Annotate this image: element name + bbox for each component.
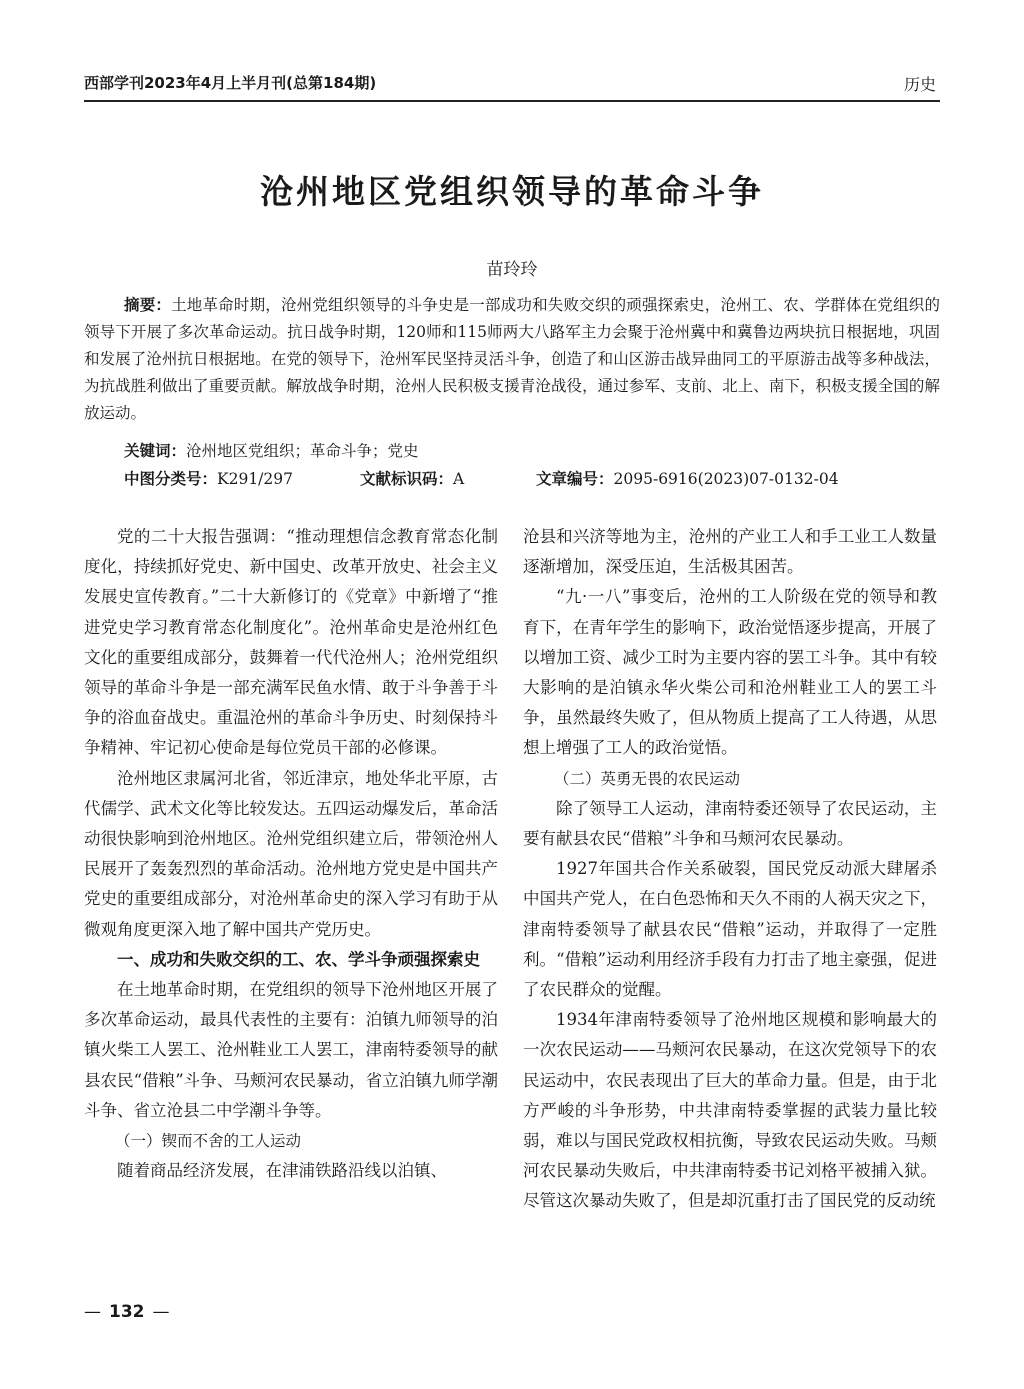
abstract — [84, 292, 940, 427]
clc-value: K291/297 — [217, 470, 293, 488]
article-label: 文章编号： — [536, 470, 614, 488]
article-title: 沧州地区党组织领导的革命斗争 — [260, 172, 764, 211]
paragraph: 在土地革命时期，在党组织的领导下沧州地区开展了多次革命运动，最具代表性的主要有：泊镇九师领导的泊镇火柴工人罢工、沧州鞋业工人罢工，津南特委领导的献县农民“借粮”斗争、马颊河农民暴动，省立泊镇九师学潮斗争、省立沧县二中学潮斗争等。 — [84, 980, 498, 1120]
paragraph: “九·一八”事变后，沧州的工人阶级在党的领导和教育下，在青年学生的影响下，政治觉悟逐步提高，开展了以增加工资、减少工时为主要内容的罢工斗争。其中有较大影响的是泊镇永华火柴公司和沧州鞋业工人的罢工斗争，虽然最终失败了，但从物质上提高了工人待遇，从思想上增强了工人的政治觉悟。 — [523, 587, 937, 758]
subsection-heading: （二）英勇无畏的农民运动 — [554, 769, 741, 788]
journal-info: 西部学刊2023年4月上半月刊(总第184期) — [84, 74, 377, 92]
page-number-value: 132 — [109, 1302, 145, 1322]
doc-value: A — [453, 470, 465, 488]
article-number — [536, 466, 839, 493]
clc-number — [124, 466, 293, 493]
classification-row — [124, 466, 940, 493]
abstract-text: 土地革命时期，沧州党组织领导的斗争史是一部成功和失败交织的顽强探索史，沧州工、农、学群体在党组织的领导下开展了多次革命运动。抗日战争时期，120师和115师两大八路军主力会聚于沧州冀中和冀鲁边两块抗日根据地，巩固和发展了沧州抗日根据地。在党的领导下，沧州军民坚持灵活斗争，创造了和山区游击战异曲同工的平原游击战等多种战法，为抗战胜利做出了重要贡献。解放战争时期，沧州人民积极支援青沧战役，通过参军、支前、北上、南下，积极支援全国的解放运动。 — [84, 296, 940, 422]
paragraph: 党的二十大报告强调：“推动理想信念教育常态化制度化，持续抓好党史、新中国史、改革开放史、社会主义发展史宣传教育。”二十大新修订的《党章》中新增了“推进党史学习教育常态化制度化”。沧州革命史是沧州红色文化的重要组成部分，鼓舞着一代代沧州人；沧州党组织领导的革命斗争是一部充满军民鱼水情、敢于斗争善于斗争的浴血奋战史。重温沧州的革命斗争历史、时刻保持斗争精神、牢记初心使命是每位党员干部的必修课。 — [84, 527, 498, 758]
page-dash-right: — — [152, 1302, 170, 1322]
section-heading: 一、成功和失败交织的工、农、学斗争顽强探索史 — [117, 949, 480, 969]
doc-label: 文献标识码： — [360, 470, 454, 488]
subsection-heading: （一）锲而不舍的工人运动 — [115, 1132, 302, 1151]
paragraph: 1934年津南特委领导了沧州地区规模和影响最大的一次农民运动——马颊河农民暴动，在这次党领导下的农民运动中，农民表现出了巨大的革命力量。但是，由于北方严峻的斗争形势，中共津南特委掌握的武装力量比较弱，难以与国民党政权相抗衡，导致农民运动失败。马颊河农民暴动失败后，中共津南特委书记刘格平被捕入狱。尽管这次暴动失败了，但是却沉重打击了国民党的反动统 — [523, 1010, 937, 1211]
doc-code — [360, 466, 464, 493]
keywords-text: 沧州地区党组织；革命斗争；党史 — [186, 442, 419, 460]
body-column-left — [84, 522, 498, 1186]
paragraph: 1927年国共合作关系破裂，国民党反动派大肆屠杀中国共产党人，在白色恐怖和天久不雨的人祸天灾之下，津南特委领导了献县农民“借粮”运动，并取得了一定胜利。“借粮”运动利用经济手段有力打击了地主豪强，促进了农民群众的觉醒。 — [523, 859, 937, 1000]
article-value: 2095-6916(2023)07-0132-04 — [613, 470, 839, 488]
keywords — [124, 438, 419, 465]
paragraph: 沧州地区隶属河北省，邻近津京，地处华北平原，古代儒学、武术文化等比较发达。五四运动爆发后，革命活动很快影响到沧州地区。沧州党组织建立后，带领沧州人民展开了轰轰烈烈的革命活动。沧州地方党史是中国共产党史的重要组成部分，对沧州革命史的深入学习有助于从微观角度更深入地了解中国共产党历史。 — [84, 768, 498, 939]
paragraph: 随着商品经济发展，在津浦铁路沿线以泊镇、 — [117, 1161, 447, 1181]
abstract-label: 摘要： — [124, 296, 172, 314]
author-name: 苗玲玲 — [486, 260, 538, 280]
paragraph: 沧县和兴济等地为主，沧州的产业工人和手工业工人数量逐渐增加，深受压迫，生活极其困苦。 — [523, 527, 937, 577]
body-column-right — [523, 522, 937, 1217]
keywords-label: 关键词： — [124, 442, 187, 460]
clc-label: 中图分类号： — [124, 470, 218, 488]
page-dash-left: — — [84, 1302, 101, 1322]
running-header — [84, 70, 940, 102]
paragraph: 除了领导工人运动，津南特委还领导了农民运动，主要有献县农民“借粮”斗争和马颊河农民暴动。 — [523, 798, 937, 849]
page-number — [84, 1302, 170, 1322]
section-label: 历史 — [903, 75, 936, 94]
